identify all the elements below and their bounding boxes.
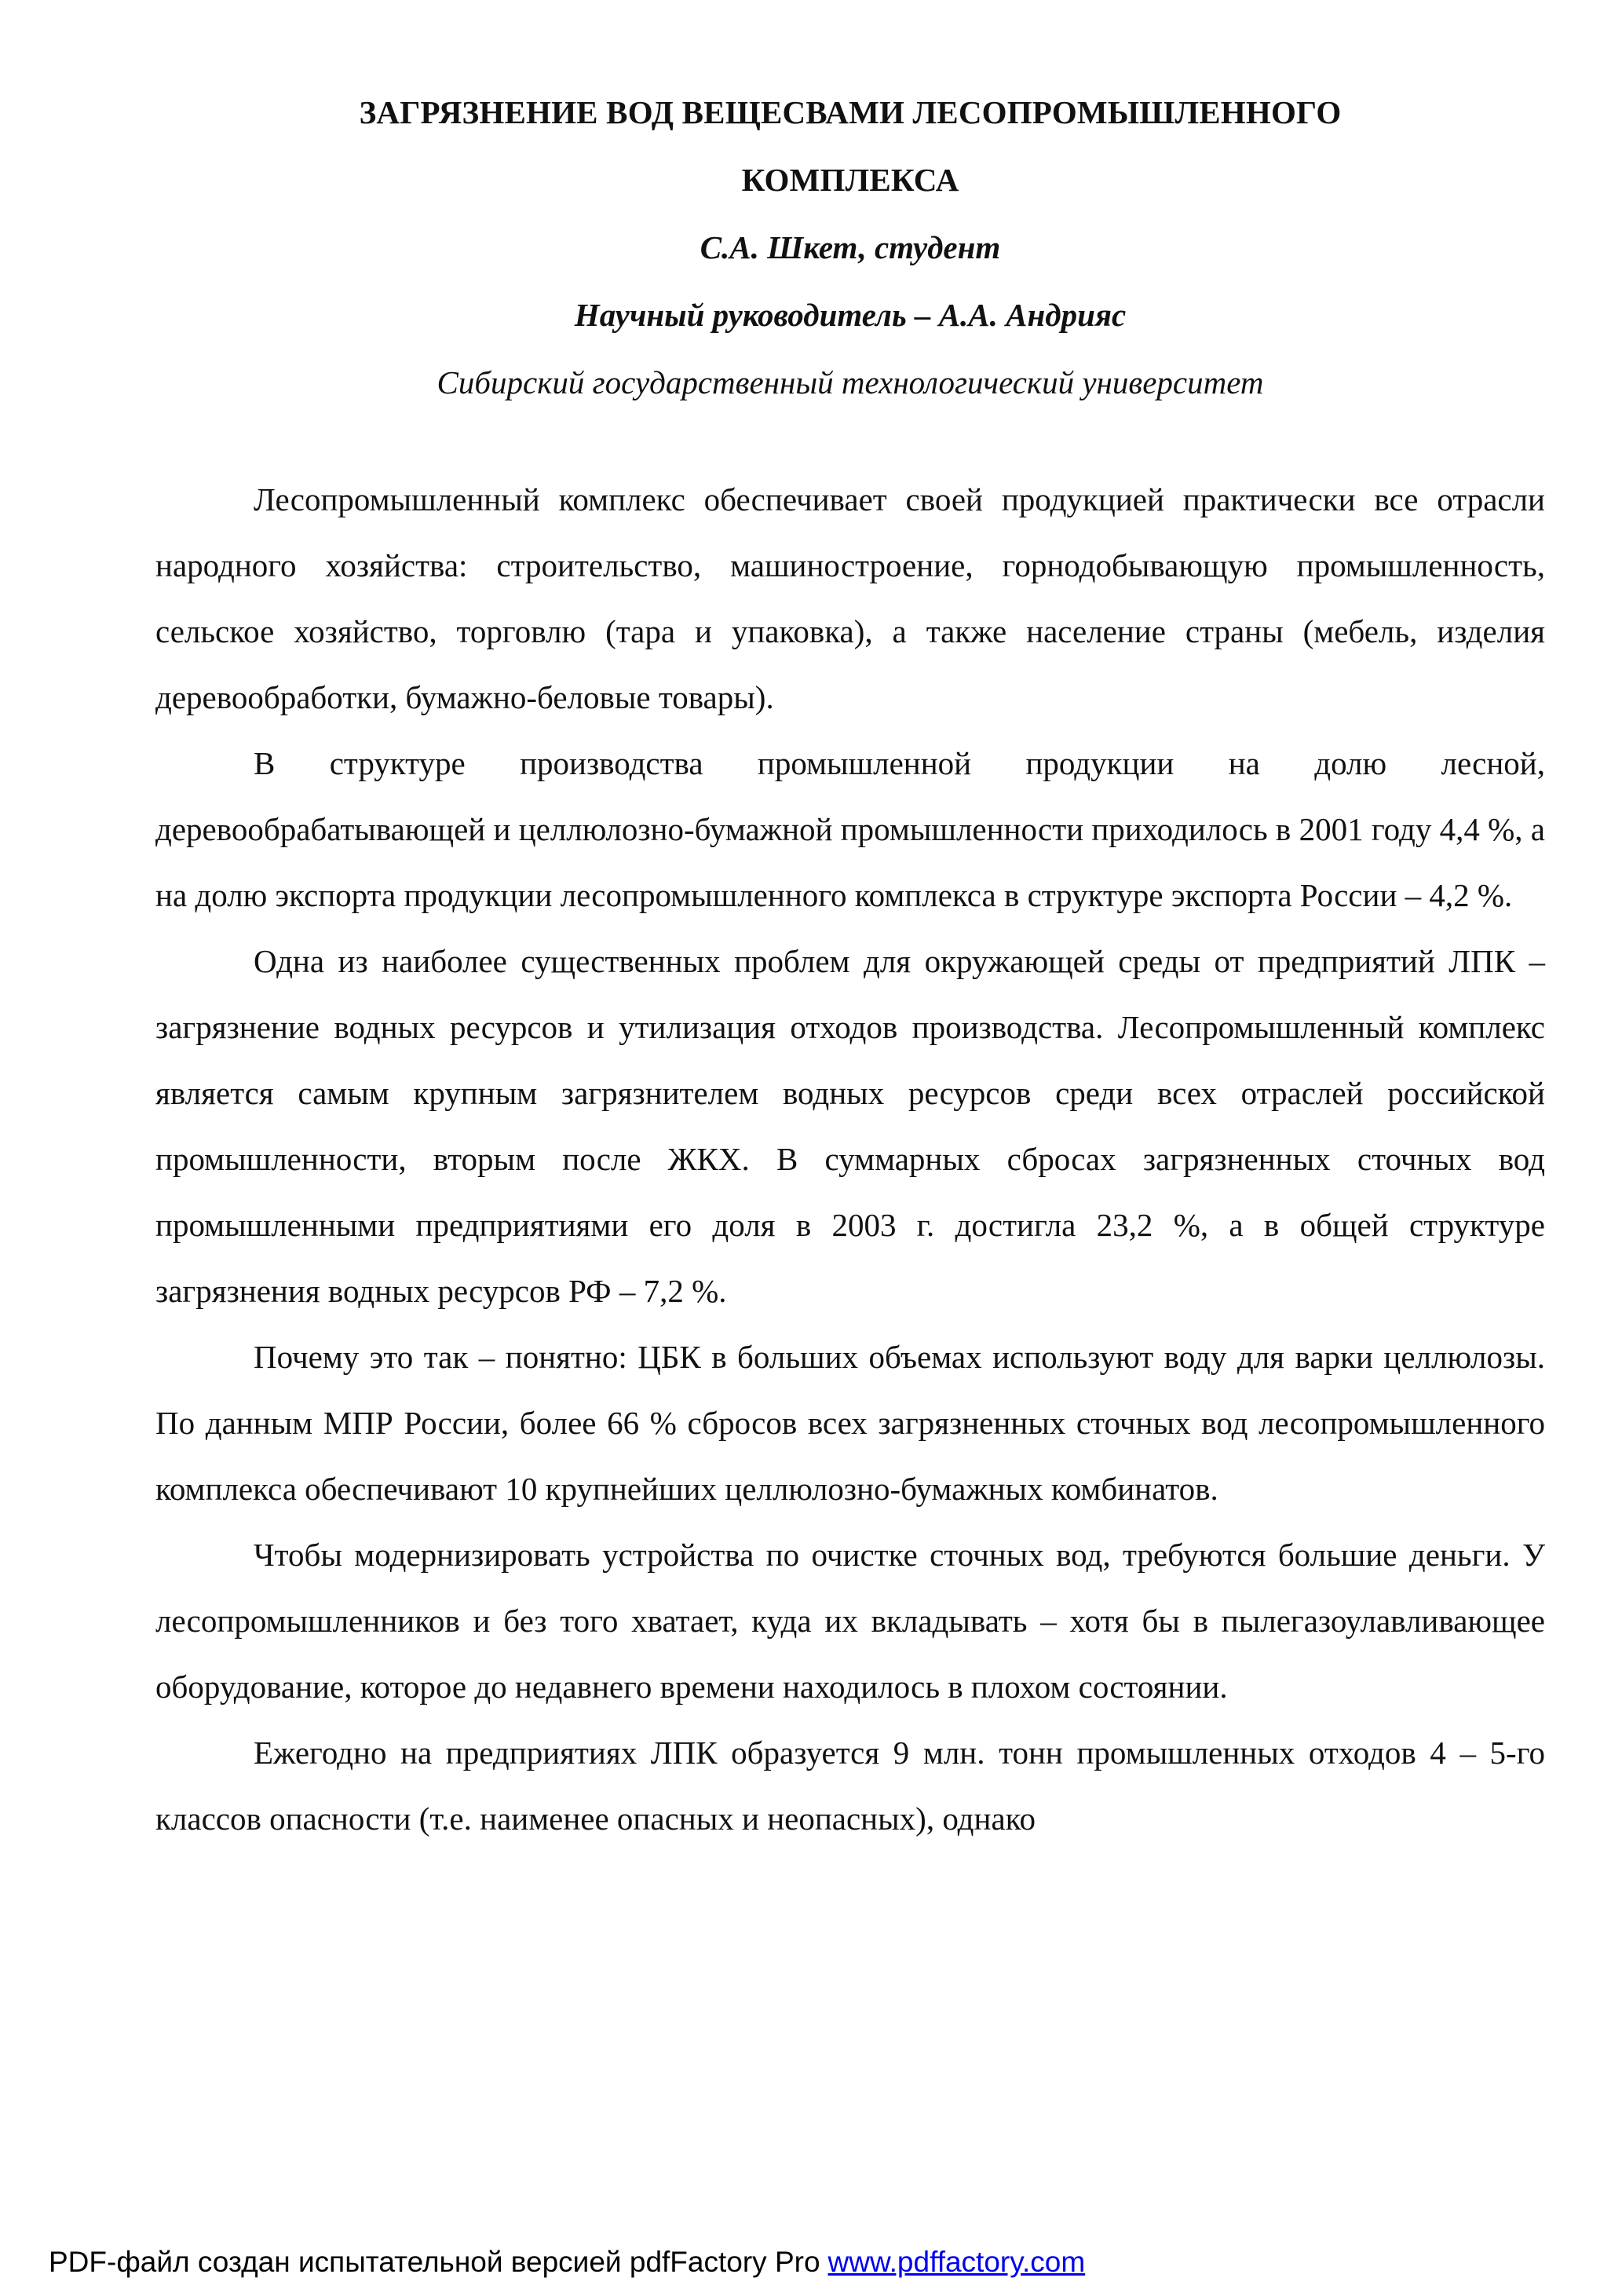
header-spacer [155,416,1545,466]
title-line-2: КОМПЛЕКСА [741,162,959,198]
document-page [155,79,1545,1852]
footer-link[interactable]: www.pdffactory.com [827,2246,1086,2278]
supervisor-line: Научный руководитель – А.А. Андрияс [574,297,1127,333]
author-line: С.А. Шкет, студент [700,229,1001,265]
paragraph-2: В структуре производства промышленной продукции на долю лесной, деревообрабатывающей и целлюлозно-бумажной промышленности приходилось в 2001 году 4,4 %, а на долю экспорта продукции лесопромышленного комплекса в структуре экспорта России – 4,2 %. [155,745,1545,913]
paragraph-5: Чтобы модернизировать устройства по очистке сточных вод, требуются большие деньги. У лесопромышленников и без того хватает, куда их вкладывать – хотя бы в пылегазоулавливающее оборудование, которое до недавнего времени находилось в плохом состоянии. [155,1537,1545,1705]
paragraph-3: Одна из наиболее существенных проблем для окружающей среды от предприятий ЛПК – загрязнение водных ресурсов и утилизация отходов производства. Лесопромышленный комплекс является самым крупным загрязнителем водных ресурсов среди всех отраслей российской промышленности, вторым после ЖКХ. В суммарных сбросах загрязненных сточных вод промышленными предприятиями его доля в 2003 г. достигла 23,2 %, а в общей структуре загрязнения водных ресурсов РФ – 7,2 %. [155,943,1545,1309]
paragraph-6: Ежегодно на предприятиях ЛПК образуется 9 млн. тонн промышленных отходов 4 – 5-го классов опасности (т.е. наименее опасных и неопасных), однако [155,1735,1545,1837]
footer-text: PDF-файл создан испытательной версией pdfFactory Pro [49,2246,820,2278]
pdf-footer [49,2246,1085,2279]
affiliation-line: Сибирский государственный технологический университет [437,364,1264,400]
paragraph-4: Почему это так – понятно: ЦБК в больших объемах используют воду для варки целлюлозы. По данным МПР России, более 66 % сбросов всех загрязненных сточных вод лесопромышленного комплекса обеспечивают 10 крупнейших целлюлозно-бумажных комбинатов. [155,1339,1545,1507]
paragraph-1: Лесопромышленный комплекс обеспечивает своей продукцией практически все отрасли народного хозяйства: строительство, машиностроение, горнодобывающую промышленность, сельское хозяйство, торговлю (тара и упаковка), а также население страны (мебель, изделия деревообработки, бумажно-беловые товары). [155,481,1545,715]
title-line-1: ЗАГРЯЗНЕНИЕ ВОД ВЕЩЕСВАМИ ЛЕСОПРОМЫШЛЕННОГО [359,94,1342,130]
